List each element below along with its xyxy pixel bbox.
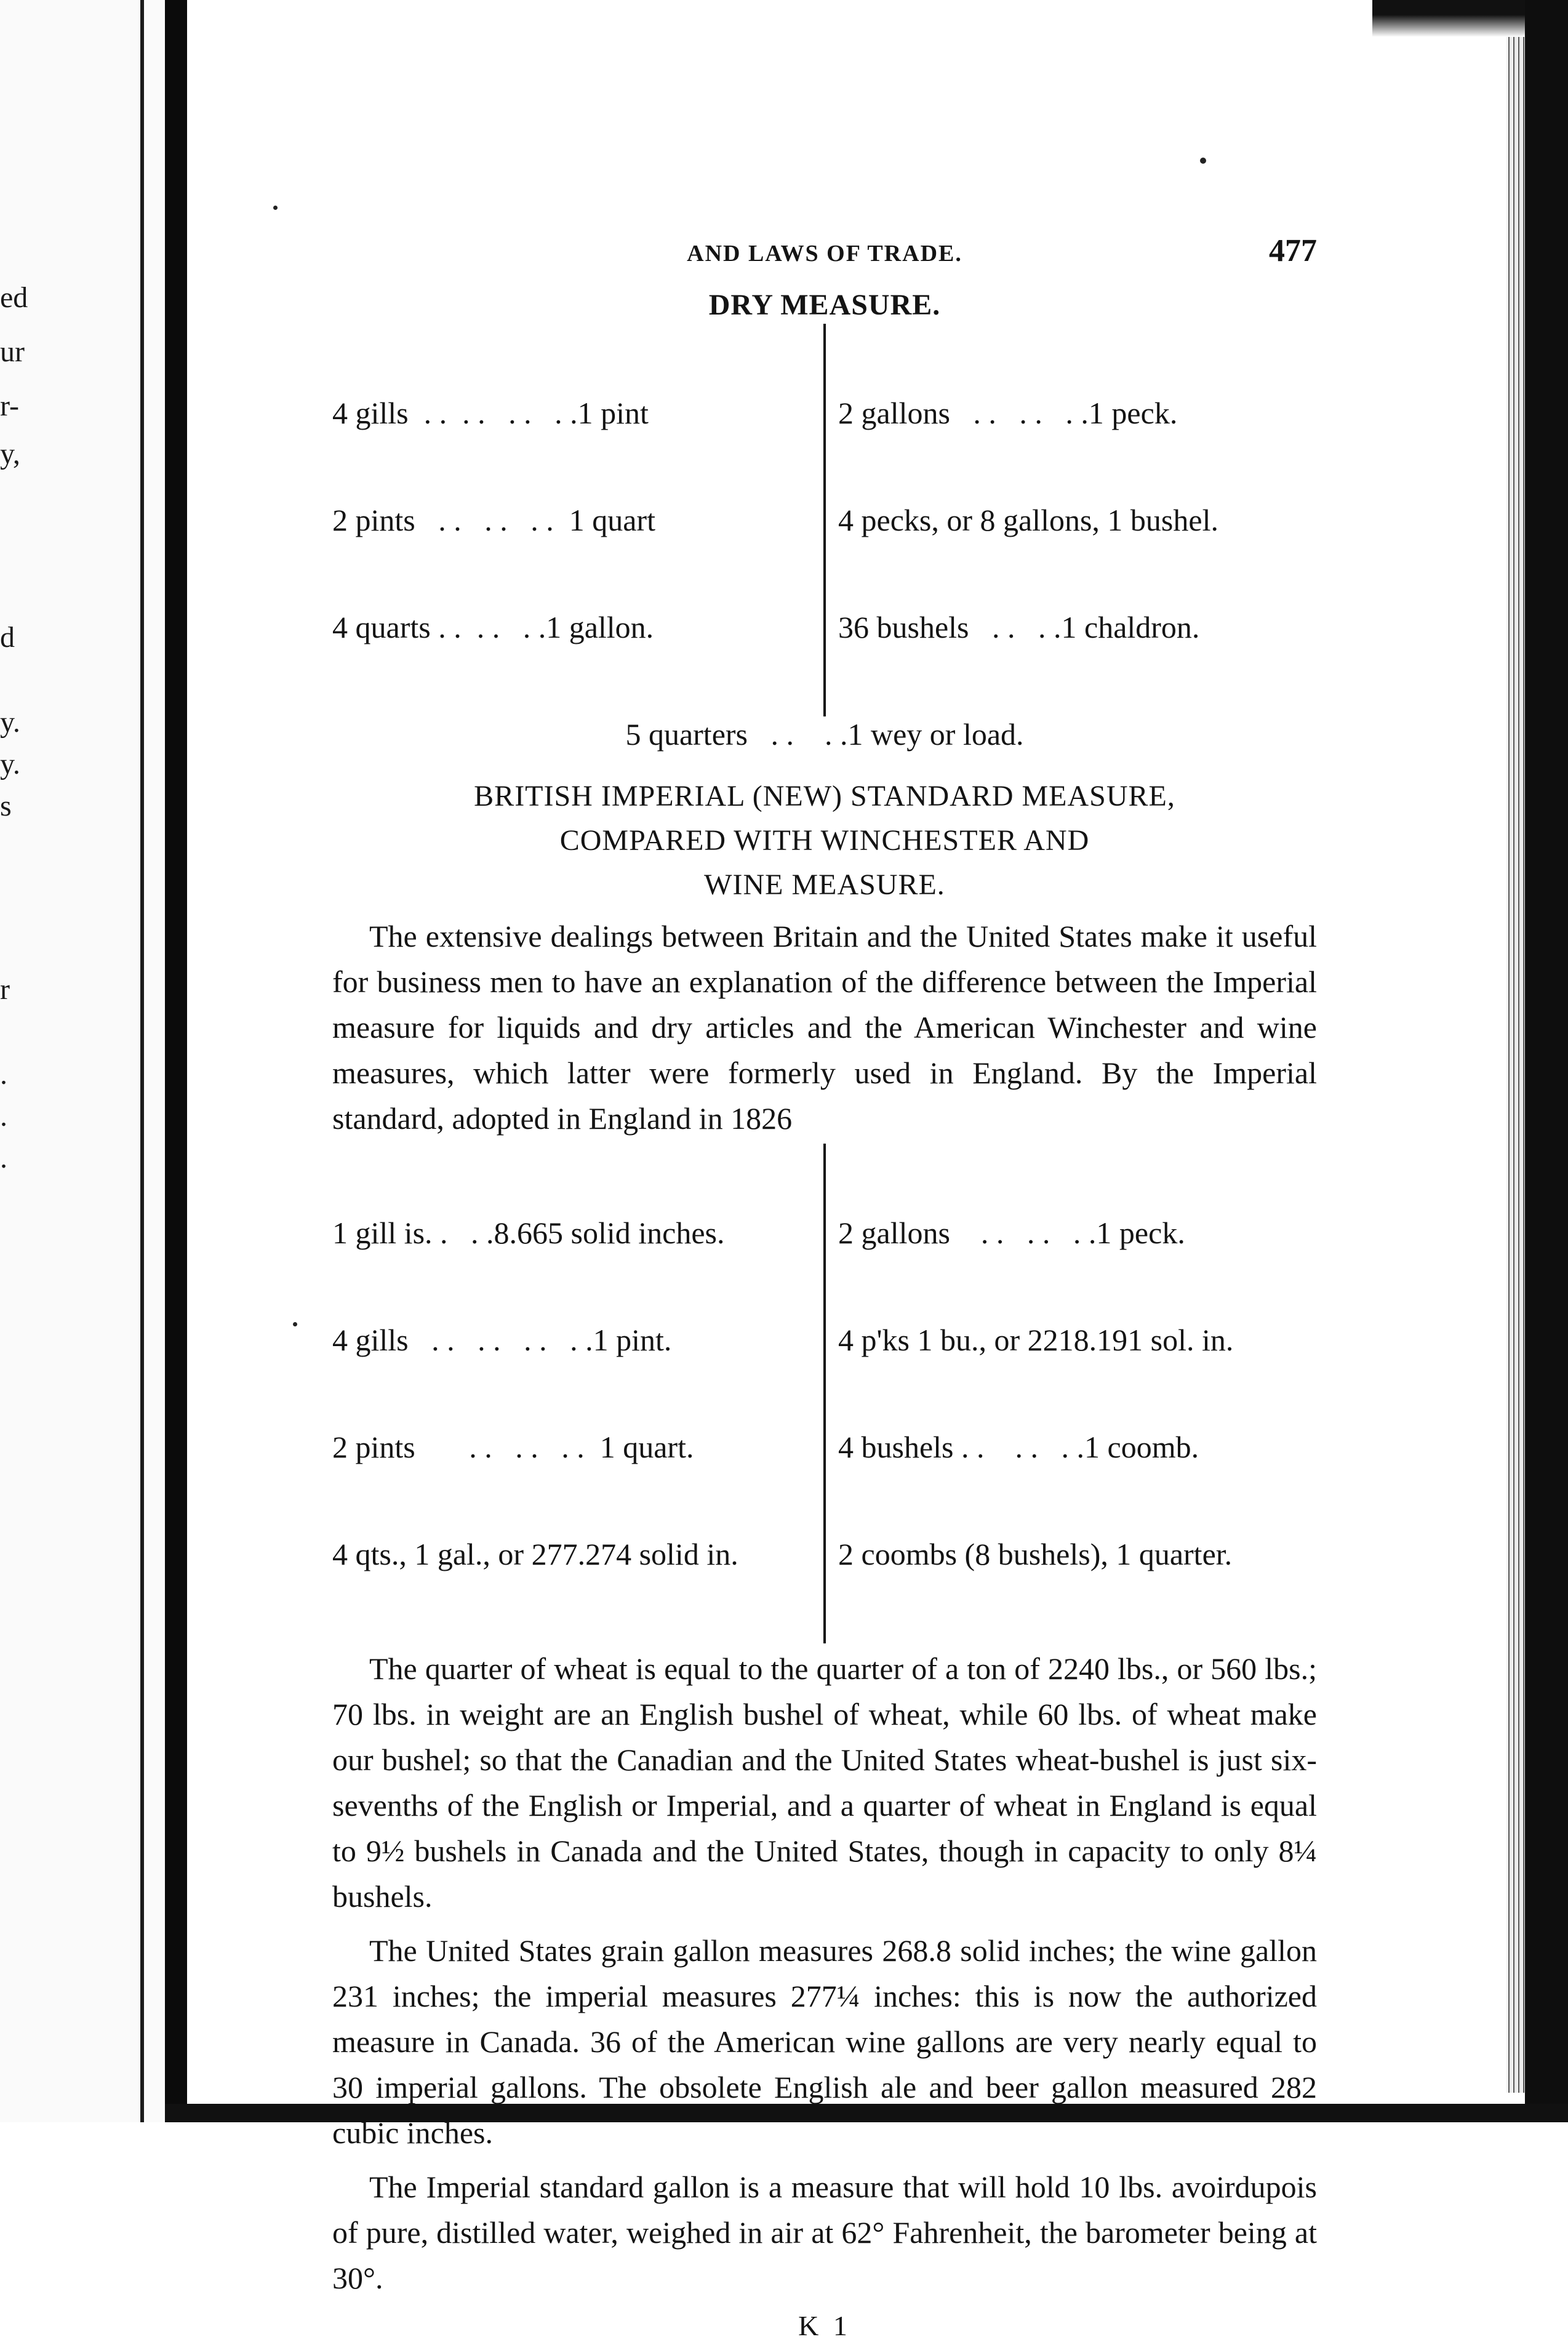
book-page	[332, 222, 1317, 2342]
imperial-row: 4 qts., 1 gal., or 277.274 solid in.	[332, 1537, 738, 1571]
imperial-left-column	[332, 1144, 823, 1643]
left-page-text: .	[0, 1058, 7, 1091]
imperial-measure-heading	[332, 774, 1317, 907]
left-page-text: y.	[0, 748, 20, 780]
left-page-text: y,	[0, 438, 20, 470]
heading-line: BRITISH IMPERIAL (NEW) STANDARD MEASURE,	[474, 780, 1175, 812]
page-number: 477	[1269, 233, 1317, 268]
dry-measure-row: 4 quarts . . . . . .1 gallon.	[332, 610, 654, 644]
left-page-border	[140, 0, 144, 2122]
intro-paragraph: The extensive dealings between Britain and the United States make it useful for business men to have an explanation of the difference between the Imperial measure for liquids and dry articles and the American Winchester and wine measures, which latter were formerly used in England. By the Imperial standard, adopted in England in 1826	[332, 919, 1317, 1136]
scan-speck	[273, 206, 278, 210]
dry-measure-right-column	[826, 324, 1317, 716]
page-stack-edges	[1506, 37, 1525, 2093]
dry-measure-row: 36 bushels . . . .1 chaldron.	[838, 610, 1200, 644]
imperial-row: 4 p'ks 1 bu., or 2218.191 sol. in.	[838, 1323, 1234, 1357]
heading-line: COMPARED WITH WINCHESTER AND	[559, 824, 1090, 857]
scan-speck	[293, 1322, 297, 1326]
left-page-text: ur	[0, 335, 25, 368]
dry-measure-footer: 5 quarters . . . .1 wey or load.	[625, 717, 1024, 752]
dry-measure-left-column	[332, 324, 823, 716]
imperial-row: 1 gill is. . . .8.665 solid inches.	[332, 1216, 725, 1250]
standard-gallon-paragraph: The Imperial standard gallon is a measure that will hold 10 lbs. avoirdupois of pure, distilled water, weighed in air at 62° Fahrenheit, the barometer being at 30°.	[332, 2170, 1317, 2295]
dry-measure-title: DRY MEASURE.	[708, 289, 941, 321]
imperial-row: 2 pints . . . . . . 1 quart.	[332, 1430, 694, 1464]
dry-measure-row: 2 gallons . . . . . .1 peck.	[838, 396, 1178, 430]
left-page-text: ed	[0, 281, 28, 314]
left-page-text: .	[0, 1100, 7, 1133]
page-stack-top	[1372, 0, 1525, 37]
imperial-row: 4 bushels . . . . . .1 coomb.	[838, 1430, 1199, 1464]
book-gutter	[165, 0, 187, 2122]
imperial-measure-table	[332, 1144, 1317, 1643]
scan-speck	[1200, 158, 1206, 164]
left-page-fragment	[0, 0, 165, 2122]
left-page-text: r	[0, 973, 10, 1006]
imperial-row: 4 gills . . . . . . . .1 pint.	[332, 1323, 672, 1357]
heading-line: WINE MEASURE.	[704, 868, 945, 901]
left-page-text: r-	[0, 390, 20, 422]
dry-measure-row: 2 pints . . . . . . 1 quart	[332, 503, 655, 537]
left-page-text: d	[0, 621, 15, 654]
dry-measure-row: 4 gills . . . . . . . .1 pint	[332, 396, 649, 430]
imperial-row: 2 gallons . . . . . .1 peck.	[838, 1216, 1185, 1250]
dry-measure-row: 4 pecks, or 8 gallons, 1 bushel.	[838, 503, 1218, 537]
signature-mark: K 1	[798, 2310, 851, 2341]
imperial-row: 2 coombs (8 bushels), 1 quarter.	[838, 1537, 1233, 1571]
running-title: AND LAWS OF TRADE.	[687, 241, 962, 267]
wheat-paragraph: The quarter of wheat is equal to the quarter of a ton of 2240 lbs., or 560 lbs.; 70 lbs. in weight are an English bushel of wheat, while 60 lbs. of wheat make our bushel; so that the Canadian and the United States wheat-bushel is just six-sevenths of the English or Imperial, and a quarter of wheat in England is equal to 9½ bushels in Canada and the United States, though in capacity to only 8¼ bushels.	[332, 1651, 1317, 1914]
dry-measure-table	[332, 324, 1317, 716]
book-edge	[1525, 0, 1568, 2122]
left-page-text: y.	[0, 706, 20, 739]
left-page-text: s	[0, 790, 12, 822]
left-page-text: .	[0, 1142, 7, 1174]
imperial-right-column	[826, 1144, 1317, 1643]
gallon-paragraph: The United States grain gallon measures 268.8 solid inches; the wine gallon 231 inches; the imperial measures 277¼ inches: this is now the authorized measure in Canada. 36 of the American wine gallons are very nearly equal to 30 imperial gallons. The obsolete English ale and beer gallon measured 282 cubic inches.	[332, 1933, 1317, 2150]
running-head	[332, 222, 1317, 277]
